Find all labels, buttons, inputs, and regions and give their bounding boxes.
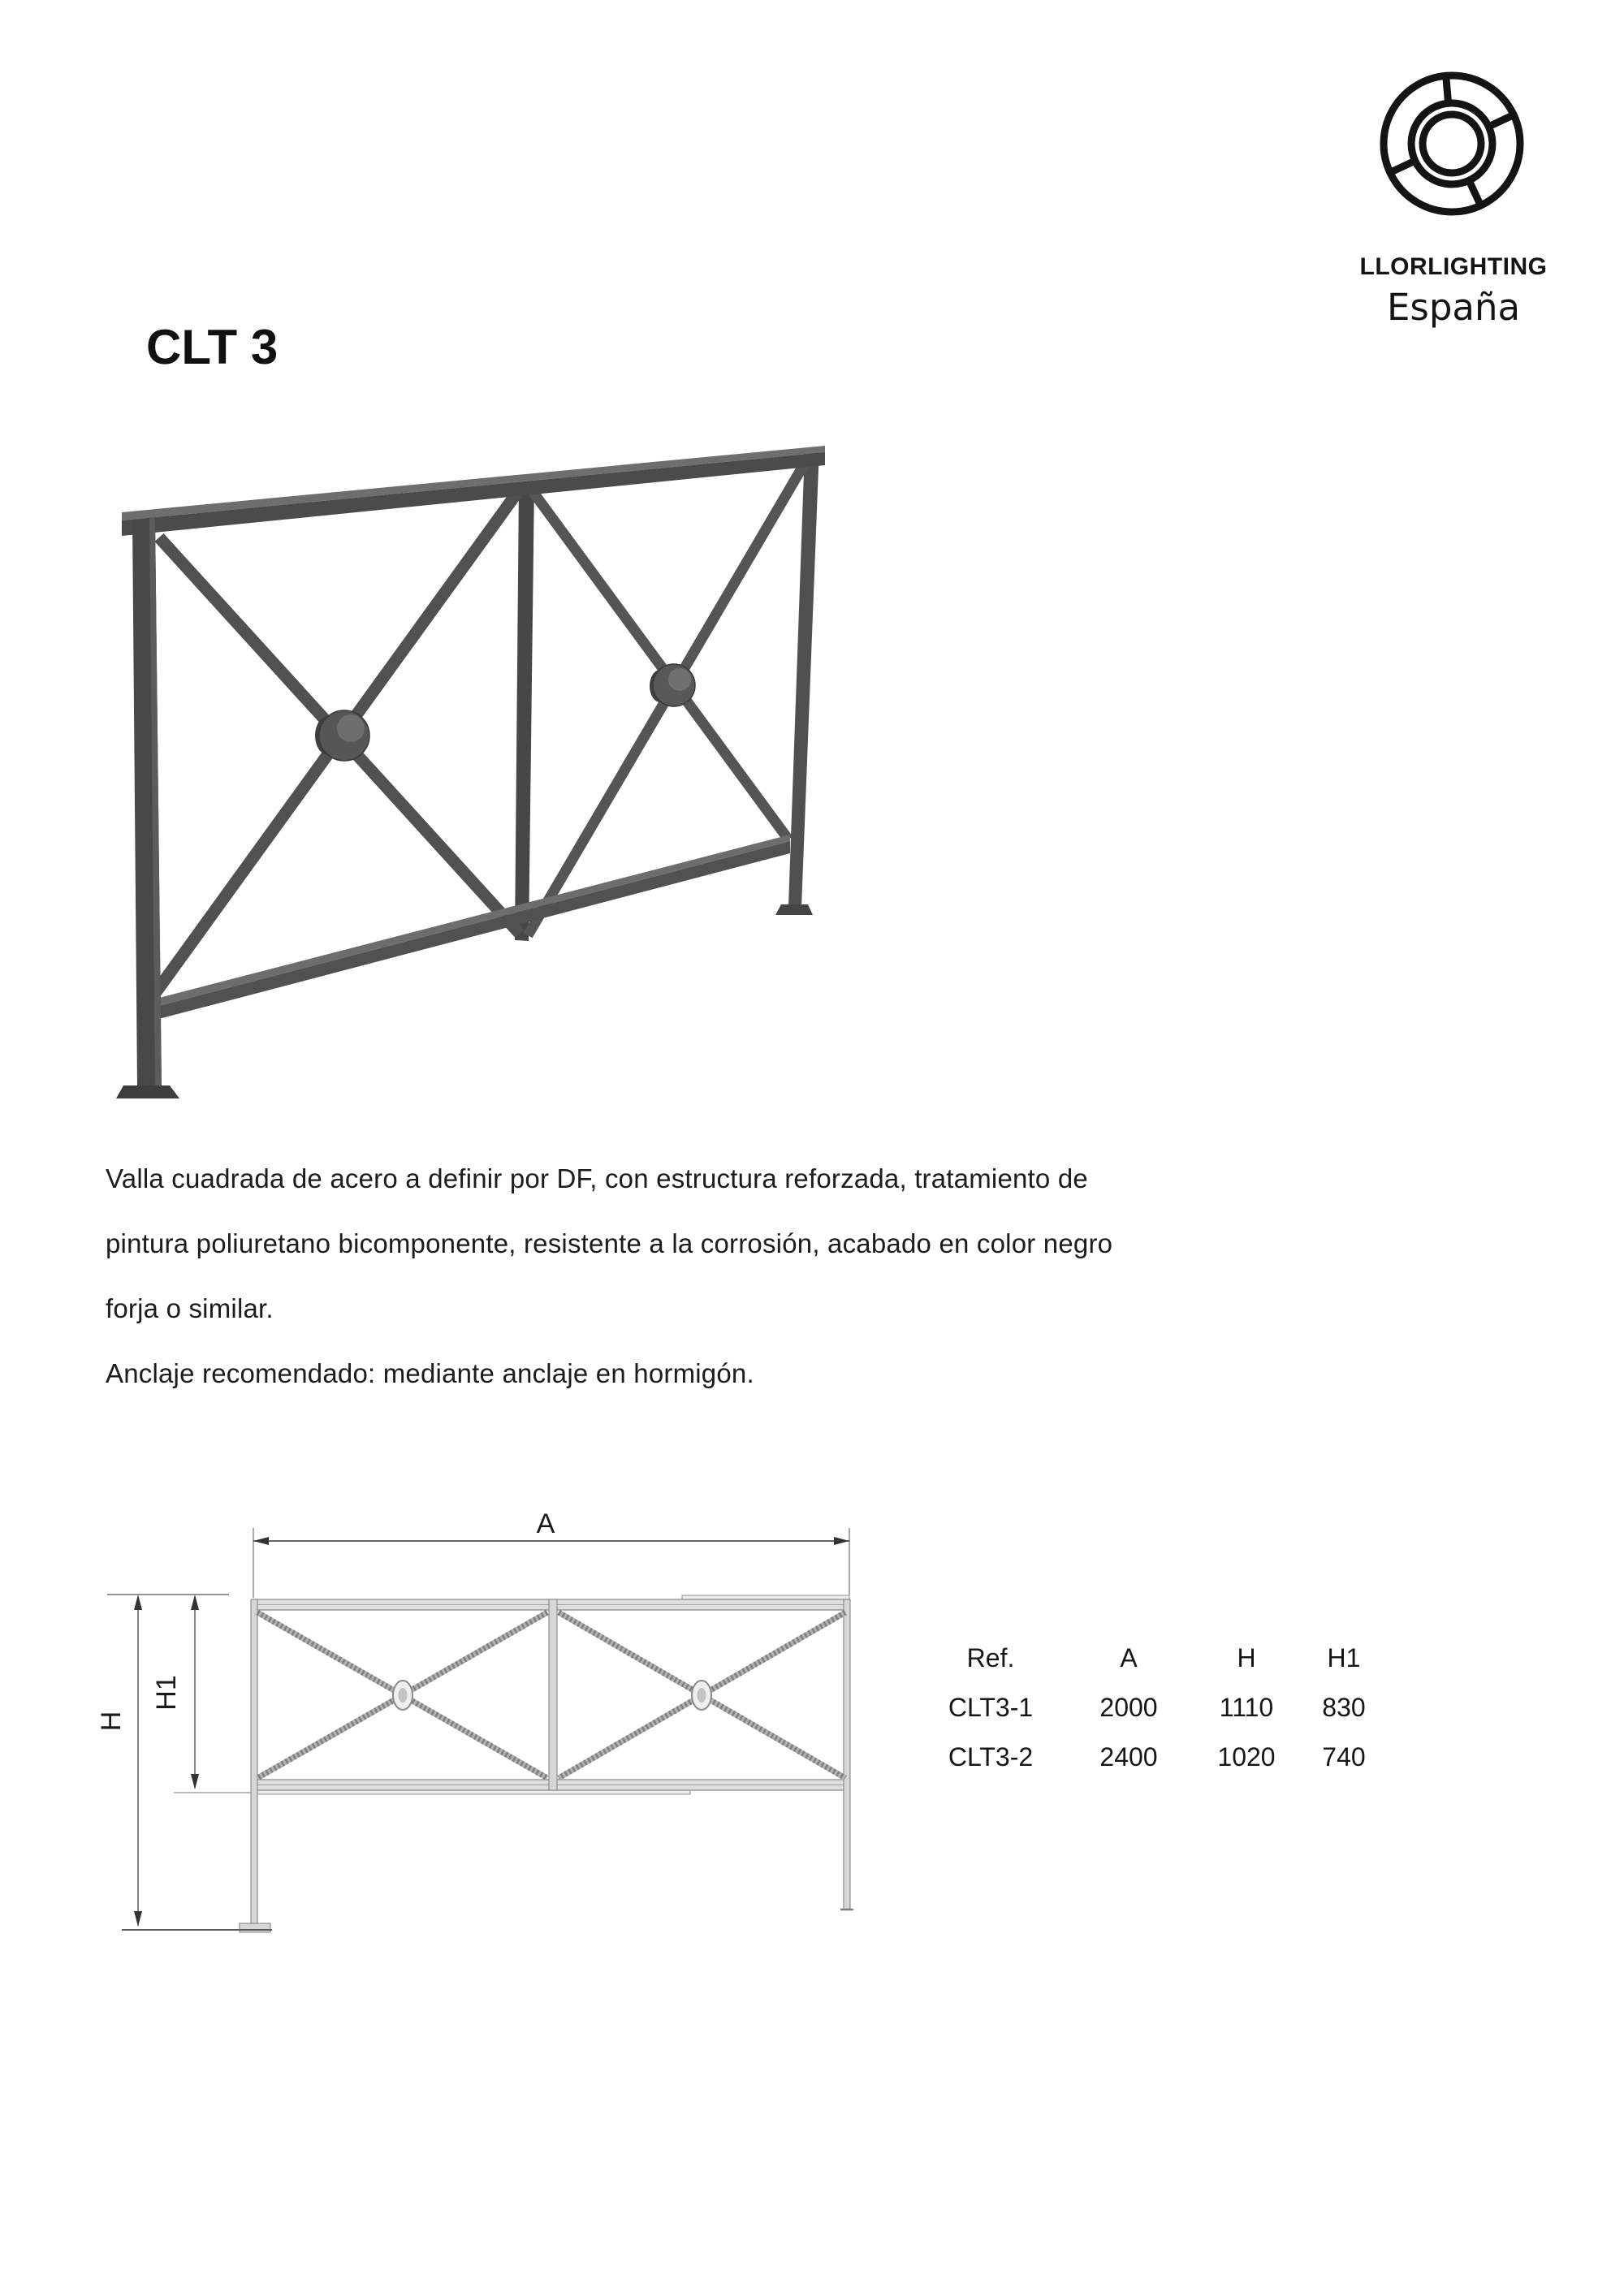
fence-top-rail-top: [122, 446, 825, 520]
spec-header-a: A: [1120, 1643, 1138, 1672]
description-line: pintura poliuretano bicomponente, resistente a la corrosión, acabado en color negro: [106, 1228, 1113, 1258]
spec-cell-h: 1110: [1219, 1693, 1274, 1722]
pinwheel-logo-icon: [1366, 57, 1538, 231]
fence-left-foot: [116, 1085, 179, 1098]
fence-center-member: [515, 483, 534, 941]
description-line: forja o similar.: [106, 1293, 274, 1323]
fence-lower-rail-top: [137, 835, 790, 1012]
brand-region: España: [1386, 286, 1521, 329]
fence-right-foot: [775, 904, 813, 915]
spec-cell-a: 2400: [1099, 1742, 1158, 1772]
product-description: [106, 1146, 1405, 1406]
dim-a-arrow: [253, 1537, 269, 1545]
elevation-left-boss-core: [399, 1688, 408, 1703]
fence-right-x-diagonal: [532, 490, 788, 839]
spec-cell-ref: CLT3-1: [948, 1693, 1034, 1722]
elevation-left-base-plate: [240, 1923, 270, 1932]
spec-header-h1: H1: [1327, 1643, 1361, 1672]
dimension-drawing: [81, 1502, 893, 1957]
fence-right-boss-highlight: [668, 668, 691, 691]
fence-top-rail: [122, 452, 825, 536]
fence-left-boss-highlight: [337, 714, 365, 742]
spec-cell-a: 2000: [1099, 1693, 1158, 1722]
dim-h1-arrow: [191, 1595, 199, 1610]
elevation-right-boss-core: [698, 1688, 706, 1703]
spec-cell-h: 1020: [1217, 1742, 1276, 1772]
elevation-lower-rail-step: [253, 1790, 690, 1794]
spec-header-ref: Ref.: [966, 1643, 1015, 1672]
spec-table: [918, 1634, 1389, 1782]
spec-header-h: H: [1237, 1643, 1256, 1672]
dim-h-arrow: [134, 1911, 142, 1927]
page-title: CLT 3: [146, 320, 279, 374]
spec-cell-h1: 830: [1322, 1693, 1366, 1722]
dim-label-h: H: [96, 1711, 127, 1732]
product-image: [106, 430, 869, 1145]
fence-right-post: [788, 447, 819, 907]
dim-h1-arrow: [191, 1774, 199, 1789]
dim-h-arrow: [134, 1595, 142, 1610]
brand-name: LLORLIGHTING: [1359, 253, 1548, 280]
description-line: Valla cuadrada de acero a definir por DF, con estructura reforzada, tratamiento de: [106, 1163, 1088, 1193]
dim-label-a: A: [536, 1508, 555, 1539]
elevation-left-post: [251, 1599, 257, 1925]
spec-cell-ref: CLT3-2: [948, 1742, 1034, 1772]
spec-cell-h1: 740: [1322, 1742, 1366, 1772]
dim-label-h1: H1: [151, 1675, 182, 1711]
elevation-right-post: [844, 1599, 850, 1910]
elevation-center-member: [549, 1599, 557, 1790]
description-line: Anclaje recomendado: mediante anclaje en hormigón.: [106, 1358, 754, 1388]
dim-a-arrow: [834, 1537, 849, 1545]
